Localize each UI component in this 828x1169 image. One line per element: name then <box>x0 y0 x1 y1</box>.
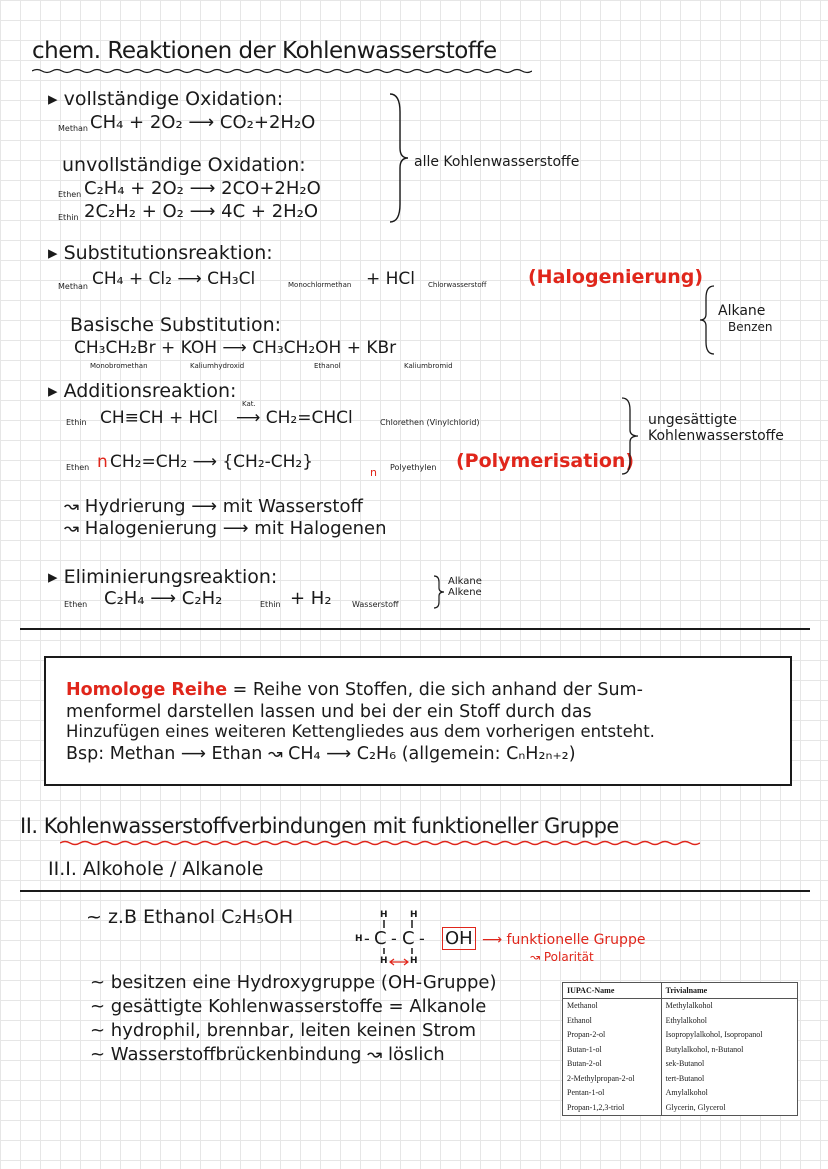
structure-bond-3: - <box>419 929 425 948</box>
table-cell: Propan-2-ol <box>563 1028 662 1043</box>
table-row <box>563 1057 798 1072</box>
methane-label: Methan <box>58 124 89 133</box>
homologous-line-4: Bsp: Methan ⟶ Ethan ↝ CH₄ ⟶ C₂H₆ (allgemein: CₙH₂ₙ₊₂) <box>66 744 576 764</box>
addition-ethene-label: Ethen <box>66 463 90 472</box>
table-cell: Methylalkohol <box>661 998 797 1013</box>
divider-2 <box>20 890 810 892</box>
elimination-ethene-label: Ethen <box>64 600 88 609</box>
incomplete-oxidation-equation-1: C₂H₄ + 2O₂ ⟶ 2CO+2H₂O <box>84 178 321 199</box>
table-cell: Pentan-1-ol <box>563 1086 662 1101</box>
addition-equation-right: ⟶ CH₂=CHCl <box>236 408 353 428</box>
table-header-row <box>563 983 798 999</box>
halogenation-tag: (Halogenierung) <box>528 266 704 288</box>
structure-h-top-2: H <box>410 910 418 920</box>
alcohol-bullet-3: ~ hydrophil, brennbar, leiten keinen Strom <box>90 1020 477 1041</box>
title-underline-wave <box>32 68 532 74</box>
polymerisation-equation: CH₂=CH₂ ⟶ {CH₂-CH₂} <box>110 452 314 472</box>
elimination-heading: ▸ Eliminierungsreaktion: <box>48 566 278 588</box>
table-cell: 2-Methylpropan-2-ol <box>563 1071 662 1086</box>
table-row <box>563 1100 798 1115</box>
polymerisation-tag: (Polymerisation) <box>456 450 635 472</box>
structure-bond-2: - <box>391 929 397 948</box>
chloroethene-label: Chlorethen (Vinylchlorid) <box>380 418 480 427</box>
substitution-equation-left: CH₄ + Cl₂ ⟶ CH₃Cl <box>92 269 256 289</box>
table-row <box>563 1086 798 1101</box>
table-row <box>563 1042 798 1057</box>
addition-equation-left: CH≡CH + HCl <box>100 408 218 428</box>
functional-group-label: ⟶ funktionelle Gruppe <box>482 932 646 948</box>
table-cell: Isopropylalkohol, Isopropanol <box>661 1028 797 1043</box>
brace-note-alkanes-2: Alkane <box>448 576 482 587</box>
potassium-bromide-label: Kaliumbromid <box>404 362 453 370</box>
elimination-hydrogen-label: Wasserstoff <box>352 600 399 609</box>
homologous-series-box <box>44 656 792 786</box>
table-cell: Propan-1,2,3-triol <box>563 1100 662 1115</box>
ethyne-label: Ethin <box>58 213 79 222</box>
substitution-heading: ▸ Substitutionsreaktion: <box>48 242 273 264</box>
table-cell: Amylalkohol <box>661 1086 797 1101</box>
polymer-n-prefix: n <box>97 452 108 472</box>
brace-addition <box>620 396 640 476</box>
table-cell: Glycerin, Glycerol <box>661 1100 797 1115</box>
table-cell: Butan-2-ol <box>563 1057 662 1072</box>
elimination-equation-h2: + H₂ <box>290 588 332 609</box>
table-cell: Butan-1-ol <box>563 1042 662 1057</box>
monochloromethane-label: Monochlormethan <box>288 281 352 289</box>
brace-oxidation <box>388 92 410 224</box>
table-header-iupac: IUPAC-Name <box>563 983 662 999</box>
divider-1 <box>20 628 810 630</box>
ethanol-example: ~ z.B Ethanol C₂H₅OH <box>86 906 294 928</box>
incomplete-oxidation-equation-2: 2C₂H₂ + O₂ ⟶ 4C + 2H₂O <box>84 201 319 222</box>
monobromoethane-label: Monobromethan <box>90 362 148 370</box>
addition-heading: ▸ Additionsreaktion: <box>48 380 237 402</box>
hydroxy-group-box: OH <box>442 927 476 950</box>
table-cell: tert-Butanol <box>661 1071 797 1086</box>
structure-carbon-1: C <box>374 928 387 949</box>
brace-note-alkanes: Alkane <box>718 303 766 319</box>
potassium-hydroxide-label: Kaliumhydroxid <box>190 362 245 370</box>
hydrogen-chloride-label: Chlorwasserstoff <box>428 281 487 289</box>
homologous-term: Homologe Reihe <box>66 680 228 700</box>
homologous-line-2: menformel darstellen lassen und bei der ein Stoff durch das <box>66 702 592 722</box>
addition-ethyne-label: Ethin <box>66 418 87 427</box>
complete-oxidation-heading: ▸ vollständige Oxidation: <box>48 88 284 110</box>
brace-substitution <box>698 284 716 356</box>
table-cell: Methanol <box>563 998 662 1013</box>
alcohols-subheading: II.I. Alkohole / Alkanole <box>48 858 264 880</box>
table-row <box>563 1028 798 1043</box>
homologous-line-1: Homologe Reihe = Reihe von Stoffen, die sich anhand der Sum- <box>66 680 643 700</box>
polarity-label: ↝ Polarität <box>530 950 594 964</box>
section-2-underline-wave <box>60 840 700 846</box>
basic-substitution-heading: Basische Substitution: <box>70 314 282 336</box>
table-cell: Ethylalkohol <box>661 1013 797 1028</box>
brace-note-alkenes: Alkene <box>448 587 482 598</box>
incomplete-oxidation-heading: unvollständige Oxidation: <box>62 154 306 176</box>
brace-note-all-hydrocarbons: alle Kohlenwasserstoffe <box>414 154 580 170</box>
page-title: chem. Reaktionen der Kohlenwasserstoffe <box>32 38 497 64</box>
table-row <box>563 998 798 1013</box>
catalyst-label: Kat. <box>242 400 256 408</box>
homologous-line-3: Hinzufügen eines weiteren Kettengliedes aus dem vorherigen entsteht. <box>66 722 655 741</box>
structure-bond-1: - <box>364 929 370 948</box>
hydrogenation-note: ↝ Hydrierung ⟶ mit Wasserstoff <box>64 496 363 517</box>
ethene-label: Ethen <box>58 190 82 199</box>
section-2-heading: II. Kohlenwasserstoffverbindungen mit funktioneller Gruppe <box>20 814 619 838</box>
table-cell: Butylalkohol, n-Butanol <box>661 1042 797 1057</box>
brace-note-benzene: Benzen <box>728 320 773 334</box>
alcohol-bullet-2: ~ gesättigte Kohlenwasserstoffe = Alkanole <box>90 996 487 1017</box>
table-header-trivial: Trivialname <box>661 983 797 999</box>
complete-oxidation-equation: CH₄ + 2O₂ ⟶ CO₂+2H₂O <box>90 112 316 133</box>
ethanol-label: Ethanol <box>314 362 341 370</box>
polymer-n-suffix: n <box>370 466 377 479</box>
table-cell: Ethanol <box>563 1013 662 1028</box>
brace-note-unsaturated: ungesättigte <box>648 412 737 428</box>
alcohol-names-table <box>562 982 798 1116</box>
table-row <box>563 1071 798 1086</box>
substitution-methane-label: Methan <box>58 282 89 291</box>
structure-h-bottom-1: H <box>380 956 388 966</box>
elimination-ethyne-label: Ethin <box>260 600 281 609</box>
structure-h-bottom-2: H <box>410 956 418 966</box>
brace-elimination <box>432 574 446 610</box>
structure-h-top-1: H <box>380 910 388 920</box>
table-cell: sek-Butanol <box>661 1057 797 1072</box>
basic-substitution-equation: CH₃CH₂Br + KOH ⟶ CH₃CH₂OH + KBr <box>74 338 397 358</box>
halogenation-note: ↝ Halogenierung ⟶ mit Halogenen <box>64 518 387 539</box>
structure-carbon-2: C <box>402 928 415 949</box>
brace-note-hydrocarbons: Kohlenwasserstoffe <box>648 428 784 444</box>
alcohol-bullet-1: ~ besitzen eine Hydroxygruppe (OH-Gruppe) <box>90 972 497 993</box>
polyethylene-label: Polyethylen <box>390 463 437 472</box>
elimination-equation-left: C₂H₄ ⟶ C₂H₂ <box>104 588 223 609</box>
table-row <box>563 1013 798 1028</box>
structure-h-left: H <box>355 934 363 944</box>
alcohol-bullet-4: ~ Wasserstoffbrückenbindung ↝ löslich <box>90 1044 445 1065</box>
substitution-equation-hcl: + HCl <box>366 269 416 289</box>
